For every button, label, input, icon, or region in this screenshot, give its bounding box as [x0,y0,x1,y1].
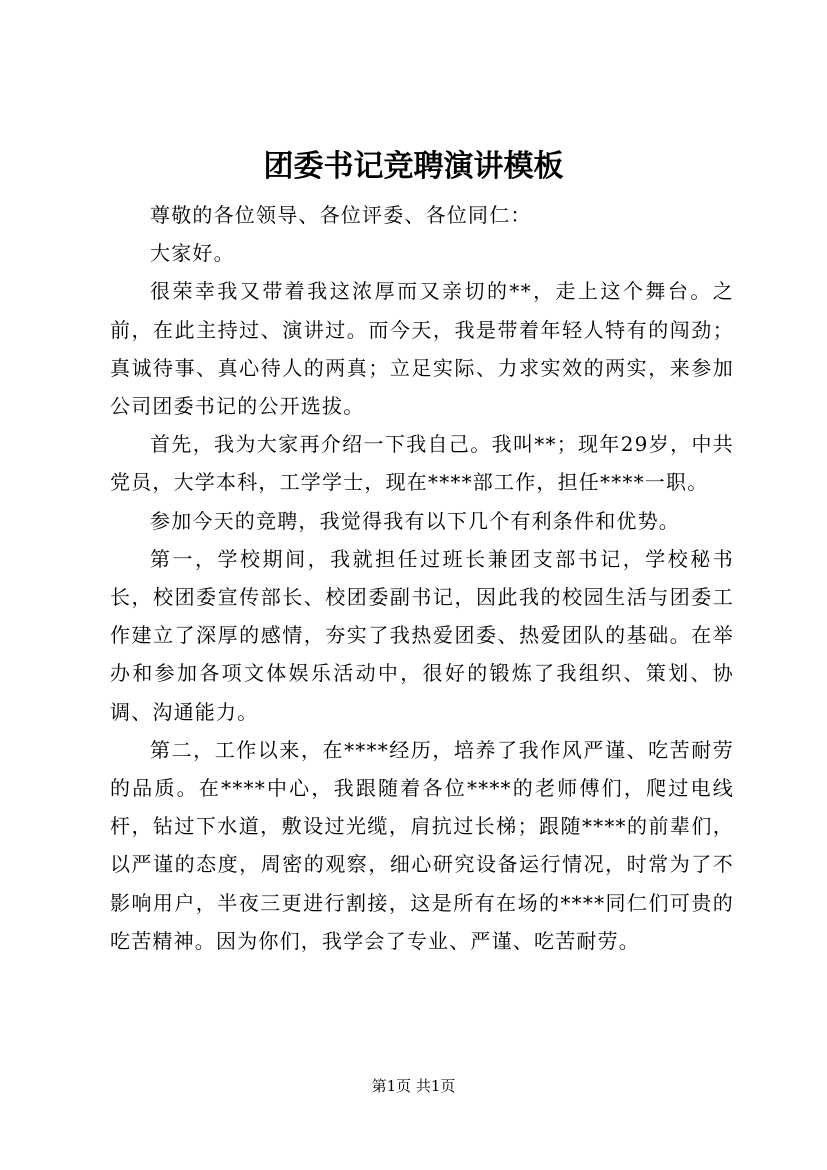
document-body [110,196,734,960]
page-footer: 第1页 共1页 [371,1077,456,1095]
paragraph-salutation: 尊敬的各位领导、各位评委、各位同仁： [150,203,532,227]
paragraph-first-advantage: 第一，学校期间，我就担任过班长兼团支部书记，学校秘书长，校团委宣传部长、校团委副书记，因此我的校园生活与团委工作建立了深厚的感情，夯实了我热爱团委、热爱团队的基础。在举办和参加各项文体娱乐活动中，很好的锻炼了我组织、策划、协调、沟通能力。 [110,546,734,724]
paragraph-intro: 很荣幸我又带着我这浓厚而又亲切的**，走上这个舞台。之前，在此主持过、演讲过。而今天，我是带着年轻人特有的闯劲；真诚待事、真心待人的两真；立足实际、力求实效的两实，来参加公司团委书记的公开选拔。 [110,279,734,419]
paragraph-greeting: 大家好。 [150,241,235,266]
paragraph-self-introduction: 首先，我为大家再介绍一下我自己。我叫**；现年29岁，中共党员，大学本科，工学学士，现在****部工作，担任****一职。 [110,432,734,495]
paragraph-second-advantage: 第二，工作以来，在****经历，培养了我作风严谨、吃苦耐劳的品质。在****中心，我跟随着各位****的老师傅们，爬过电线杆，钻过下水道，敷设过光缆，肩抗过长梯；跟随****的前辈们，以严谨的态度，周密的观察，细心研究设备运行情况，时常为了不影响用户，半夜三更进行割接，这是所有在场的****同仁们可贵的吃苦精神。因为你们，我学会了专业、严谨、吃苦耐劳。 [110,737,734,953]
document-title: 团委书记竞聘演讲模板 [263,149,564,184]
paragraph-advantages-lead: 参加今天的竞聘，我觉得我有以下几个有利条件和优势。 [150,508,680,533]
